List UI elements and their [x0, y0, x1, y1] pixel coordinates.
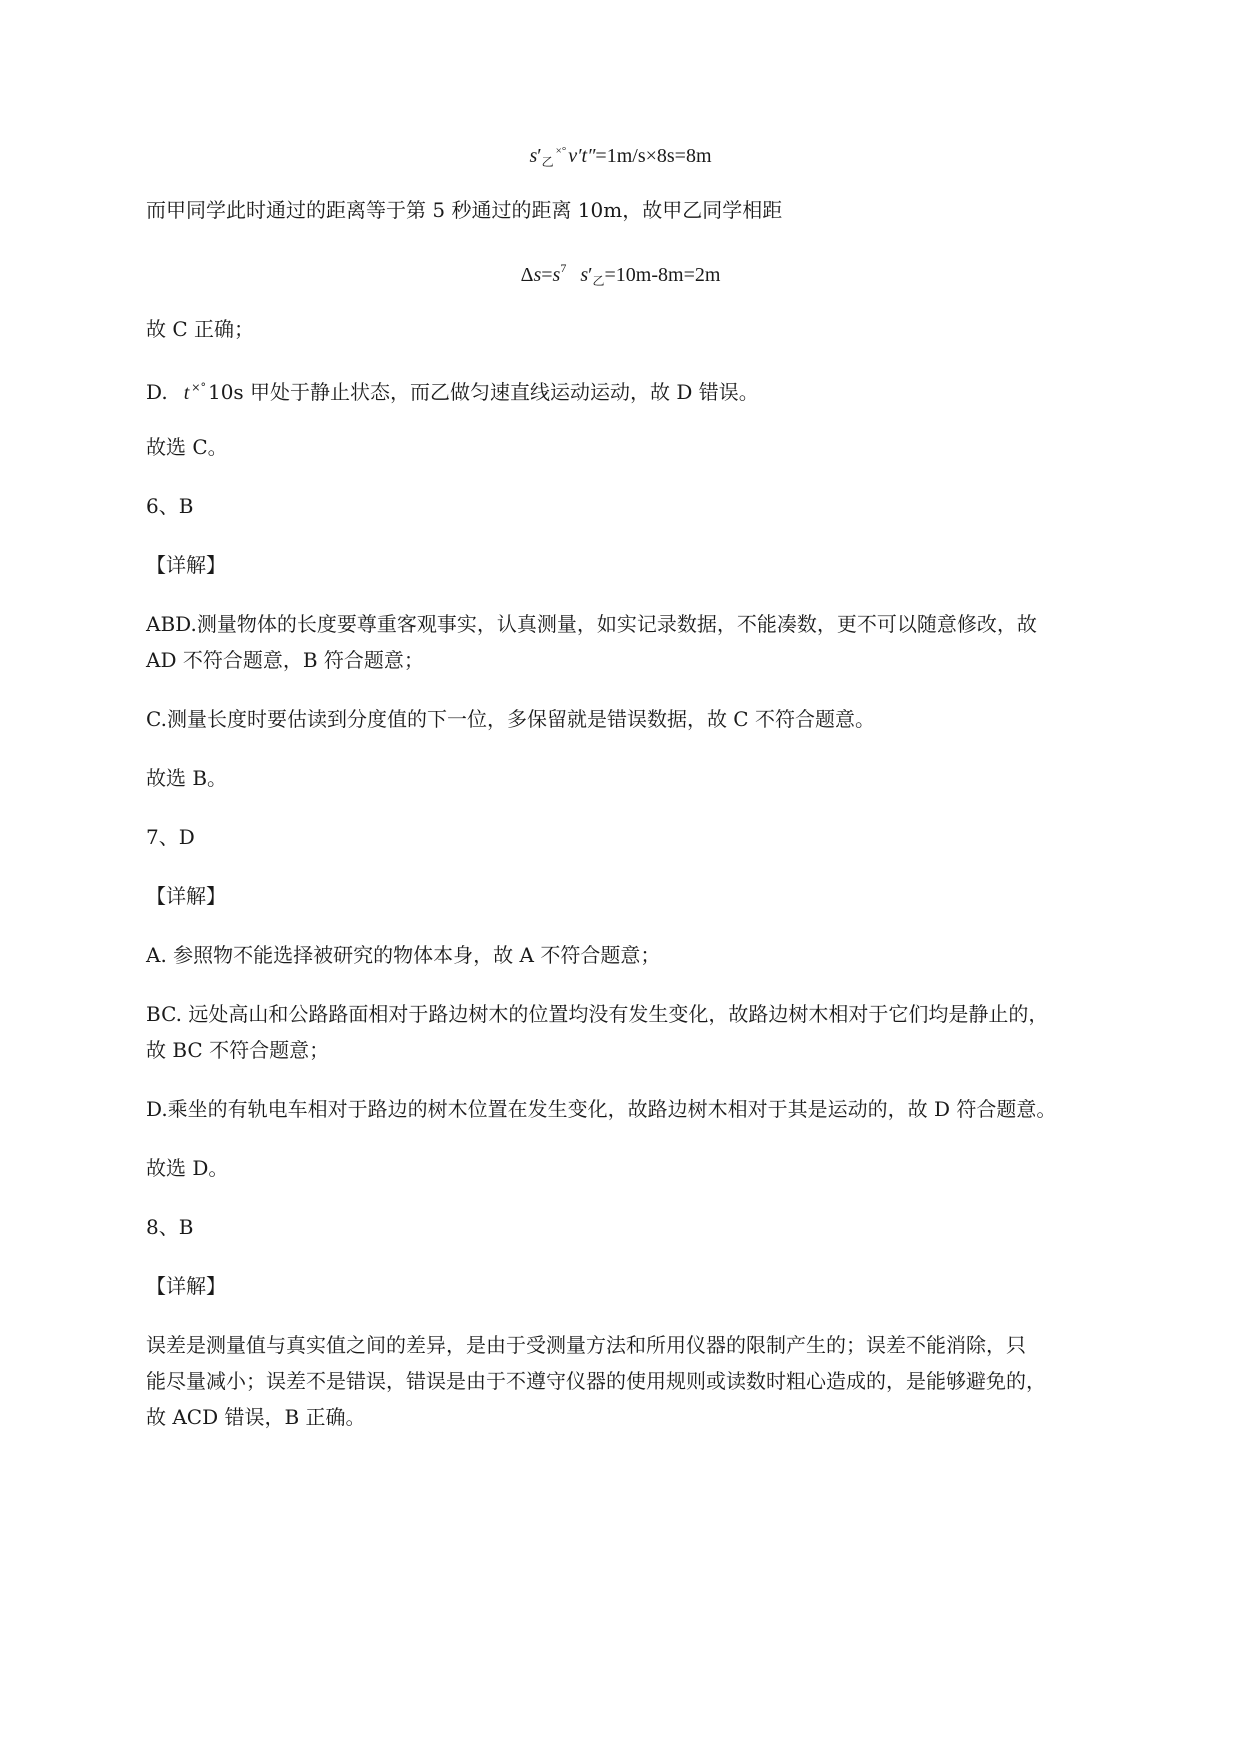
question-6-conclusion: 故选 B。 [146, 766, 228, 790]
formula-equals: = [541, 264, 553, 286]
formula-prime: ′ [537, 145, 542, 167]
question-8-line: 误差是测量值与真实值之间的差异，是由于受测量方法和所用仪器的限制产生的；误差不能消除，只 [146, 1333, 1026, 1357]
paragraph-choose-c: 故选 C。 [146, 435, 228, 459]
question-7-line: BC. 远处高山和公路路面相对于路边树木的位置均没有发生变化，故路边树木相对于它们均是静止的， [146, 1002, 1049, 1026]
formula-symbol: s [533, 264, 542, 286]
formula-symbol: s [580, 264, 589, 286]
question-8-answer: 8、B [146, 1215, 194, 1239]
question-7-detail-heading: 【详解】 [146, 884, 226, 908]
formula-symbol: s [552, 264, 561, 286]
formula-prime: ′ [588, 264, 593, 286]
question-6-detail-heading: 【详解】 [146, 553, 226, 577]
question-6-line: ABD.测量物体的长度要尊重客观事实，认真测量，如实记录数据，不能凑数，更不可以随意修改，故 [146, 612, 1037, 636]
question-8-line: 能尽量减小；误差不是错误，错误是由于不遵守仪器的使用规则或读数时粗心造成的，是能够避免的， [146, 1369, 1046, 1393]
question-7-answer: 7、D [146, 825, 195, 849]
option-prefix: D. [146, 380, 168, 404]
question-6-line: AD 不符合题意，B 符合题意； [146, 648, 424, 672]
formula-garbled-mark: ×° [555, 145, 567, 157]
question-7-line: 故 BC 不符合题意； [146, 1038, 330, 1062]
option-text: 10s 甲处于静止状态，而乙做匀速直线运动运动，故 D 错误。 [207, 380, 759, 404]
formula-delta: Δ [520, 264, 534, 286]
question-6-line: C.测量长度时要估读到分度值的下一位，多保留就是错误数据，故 C 不符合题意。 [146, 707, 875, 731]
question-7-conclusion: 故选 D。 [146, 1156, 229, 1180]
paragraph-distance: 而甲同学此时通过的距离等于第 5 秒通过的距离 10m，故甲乙同学相距 [146, 198, 783, 222]
formula-symbol: t [183, 382, 190, 404]
paragraph-c-correct: 故 C 正确； [146, 317, 255, 341]
formula-subscript: 乙 [541, 155, 554, 169]
question-8-line: 故 ACD 错误，B 正确。 [146, 1405, 366, 1429]
formula-velocity-time: v′t″ [568, 145, 596, 167]
formula-superscript: 7 [560, 261, 567, 275]
formula-s-yi [0, 133, 1241, 180]
formula-garbled-mark: ×° [191, 381, 206, 394]
question-7-line: D.乘坐的有轨电车相对于路边的树木位置在发生变化，故路边树木相对于其是运动的，故 D 符合题意。 [146, 1097, 1057, 1121]
formula-subscript: 乙 [592, 274, 605, 288]
formula-result: =10m-8m=2m [604, 264, 721, 286]
formula-symbol: s [529, 145, 538, 167]
question-6-answer: 6、B [146, 494, 194, 518]
question-8-detail-heading: 【详解】 [146, 1274, 226, 1298]
paragraph-option-d [146, 370, 1146, 411]
formula-result: =1m/s×8s=8m [595, 145, 712, 167]
formula-delta-s [0, 250, 1241, 299]
question-7-line: A. 参照物不能选择被研究的物体本身，故 A 不符合题意； [146, 943, 661, 967]
